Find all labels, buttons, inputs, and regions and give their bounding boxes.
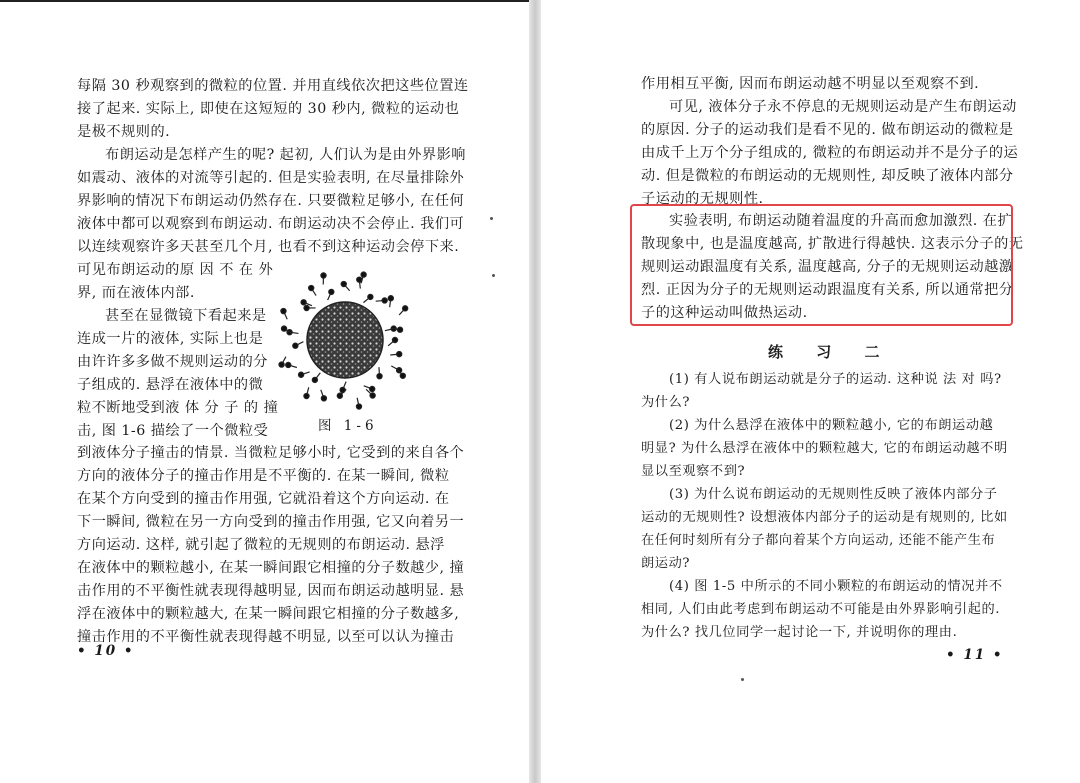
text-line: 浮在液体中的颗粒越大, 在某一瞬间跟它相撞的分子数越多, bbox=[77, 606, 460, 622]
exercise-line: 在任何时刻所有分子都向着某个方向运动, 还能不能产生布 bbox=[641, 533, 996, 548]
molecule-dot bbox=[279, 362, 284, 367]
text-line: 子的这种运动叫做热运动. bbox=[641, 305, 808, 321]
text-line: 撞击作用的不平衡性就表现得越不明显, 以至可以认为撞击 bbox=[77, 629, 455, 645]
molecule-dot bbox=[397, 327, 402, 332]
scan-speck bbox=[741, 678, 744, 681]
molecule-dot bbox=[293, 343, 298, 348]
text-line: 界影响的情况下布朗运动仍然存在. 只要微粒足够小, 在任何 bbox=[77, 193, 465, 209]
text-line: 子运动的无规则性. bbox=[641, 191, 764, 207]
left-text-wrapped bbox=[77, 305, 279, 443]
text-line: 实验表明, 布朗运动随着温度的升高而愈加激烈. 在扩 bbox=[669, 213, 1013, 229]
molecule-dot bbox=[286, 362, 291, 367]
text-line: 以连续观察许多天甚至几个月, 也看不到这种运动会停下来. bbox=[77, 239, 460, 255]
exercise-list bbox=[641, 368, 1071, 644]
molecule-dot bbox=[304, 393, 309, 398]
molecule-dot bbox=[361, 272, 366, 277]
molecule-dot bbox=[382, 298, 387, 303]
exercise-line: 明显? 为什么悬浮在液体中的颗粒越大, 它的布朗运动越不明 bbox=[641, 441, 1008, 456]
text-line: 接了起来. 实际上, 即使在这短短的 30 秒内, 微粒的运动也 bbox=[77, 101, 460, 117]
molecule-dot bbox=[377, 374, 382, 379]
exercise-line: 为什么? bbox=[641, 395, 691, 410]
molecule-dot bbox=[368, 294, 373, 299]
text-line: 方向运动. 这样, 就引起了微粒的无规则的布朗运动. 悬浮 bbox=[77, 537, 445, 553]
exercise-line: (4) 图 1-5 中所示的不同小颗粒的布朗运动的情况并不 bbox=[669, 579, 1003, 594]
exercise-title: 练 习 二 bbox=[768, 343, 894, 361]
text-line: 可见布朗运动的原 因 不 在 外 bbox=[77, 262, 274, 278]
text-line: 每隔 30 秒观察到的微粒的位置. 并用直线依次把这些位置连 bbox=[77, 78, 469, 94]
molecule-dot bbox=[301, 300, 306, 305]
text-line: 连成一片的液体, 实际上也是 bbox=[77, 331, 264, 347]
text-line: 如震动、液体的对流等引起的. 但是实验表明, 在尽量排除外 bbox=[77, 170, 465, 186]
molecule-dot bbox=[281, 308, 286, 313]
particle-illustration bbox=[273, 270, 409, 420]
highlight-box bbox=[630, 204, 1013, 326]
text-line: 到液体分子撞击的情景. 当微粒足够小时, 它受到的来自各个 bbox=[77, 445, 465, 461]
exercise-line: 为什么? 找几位同学一起讨论一下, 并说明你的理由. bbox=[641, 625, 958, 640]
molecule-dot bbox=[356, 404, 361, 409]
molecule-dot bbox=[370, 393, 375, 398]
particle-icon bbox=[307, 302, 383, 378]
text-line: 击作用的不平衡性就表现得越明显, 因而布朗运动越明显. 悬 bbox=[77, 583, 465, 599]
molecule-dot bbox=[329, 289, 334, 294]
exercise-line: 显以至观察不到? bbox=[641, 464, 746, 479]
text-line: 布朗运动是怎样产生的呢? 起初, 人们认为是由外界影响 bbox=[105, 147, 466, 163]
molecule-dot bbox=[321, 396, 326, 401]
scan-speck bbox=[490, 217, 493, 220]
text-line: 击, 图 1-6 描绘了一个微粒受 bbox=[77, 423, 269, 439]
scan-speck bbox=[492, 274, 495, 277]
page-number: • 11 • bbox=[946, 647, 1004, 663]
molecule-dot bbox=[337, 393, 342, 398]
text-line: 散现象中, 也是温度越高, 扩散进行得越快. 这表示分子的无 bbox=[641, 236, 1024, 252]
molecule-dot bbox=[312, 377, 317, 382]
molecule-dot bbox=[304, 305, 309, 310]
text-line: 方向的液体分子的撞击作用是不平衡的. 在某一瞬间, 微粒 bbox=[77, 468, 450, 484]
text-line: 在液体中的颗粒越小, 在某一瞬间跟它相撞的分子数越少, 撞 bbox=[77, 560, 465, 576]
exercise-line: (1) 有人说布朗运动就是分子的运动. 这种说 法 对 吗? bbox=[669, 372, 1002, 387]
molecule-dot bbox=[370, 386, 375, 391]
exercise-line: (3) 为什么说布朗运动的无规则性反映了液体内部分子 bbox=[669, 487, 998, 502]
exercise-line: (2) 为什么悬浮在液体中的颗粒越小, 它的布朗运动越 bbox=[669, 418, 994, 433]
exercise-line: 相同, 人们由此考虑到布朗运动不可能是由外界影响引起的. bbox=[641, 602, 1001, 617]
molecule-dot bbox=[397, 352, 402, 357]
molecule-dot bbox=[341, 281, 346, 286]
right-text-top bbox=[641, 73, 1071, 211]
molecule-dot bbox=[392, 337, 397, 342]
text-line: 规则运动跟温度有关系, 温度越高, 分子的无规则运动越激 bbox=[641, 259, 1014, 275]
exercise-line: 运动的无规则性? 设想液体内部分子的运动是有规则的, 比如 bbox=[641, 510, 1008, 525]
text-line: 的原因. 分子的运动我们是看不见的. 做布朗运动的微粒是 bbox=[641, 122, 1014, 138]
molecule-dot bbox=[321, 273, 326, 278]
right-page bbox=[541, 0, 1080, 783]
exercise-line: 朗运动? bbox=[641, 556, 691, 571]
text-line: 是极不规则的. bbox=[77, 124, 171, 140]
text-line: 子组成的. 悬浮在液体中的微 bbox=[77, 377, 264, 393]
text-line: 烈. 正因为分子的无规则运动跟温度有关系, 所以通常把分 bbox=[641, 282, 1014, 298]
molecule-dot bbox=[281, 326, 286, 331]
text-line: 粒不断地受到液 体 分 子 的 撞 bbox=[77, 400, 279, 416]
molecule-dot bbox=[298, 372, 303, 377]
molecule-dot bbox=[400, 373, 405, 378]
text-line: 由许许多多做不规则运动的分 bbox=[77, 354, 268, 370]
molecule-dot bbox=[309, 285, 314, 290]
text-line: 动. 但是微粒的布朗运动的无规则性, 却反映了液体内部分 bbox=[641, 168, 1014, 184]
text-line: 在某个方向受到的撞击作用强, 它就沿着这个方向运动. 在 bbox=[77, 491, 450, 507]
text-line: 液体中都可以观察到布朗运动. 布朗运动决不会停止. 我们可 bbox=[77, 216, 465, 232]
book-gutter bbox=[529, 0, 541, 783]
text-line: 可见, 液体分子永不停息的无规则运动是产生布朗运动 bbox=[669, 99, 1017, 115]
figure-caption: 图 1-6 bbox=[318, 418, 378, 434]
molecule-dot bbox=[403, 306, 408, 311]
brownian-particle-figure bbox=[273, 270, 409, 420]
text-line: 甚至在显微镜下看起来是 bbox=[105, 308, 267, 324]
text-line: 由成千上万个分子组成的, 微粒的布朗运动并不是分子的运 bbox=[641, 145, 1019, 161]
left-text-bottom bbox=[77, 442, 517, 649]
page-number: • 10 • bbox=[77, 643, 135, 659]
text-line: 下一瞬间, 微粒在另一方向受到的撞击作用强, 它又向着另一 bbox=[77, 514, 465, 530]
text-line: 界, 而在液体内部. bbox=[77, 285, 195, 301]
left-page bbox=[0, 0, 529, 783]
text-line: 作用相互平衡, 因而布朗运动越不明显以至观察不到. bbox=[641, 76, 980, 92]
molecule-dot bbox=[388, 296, 393, 301]
